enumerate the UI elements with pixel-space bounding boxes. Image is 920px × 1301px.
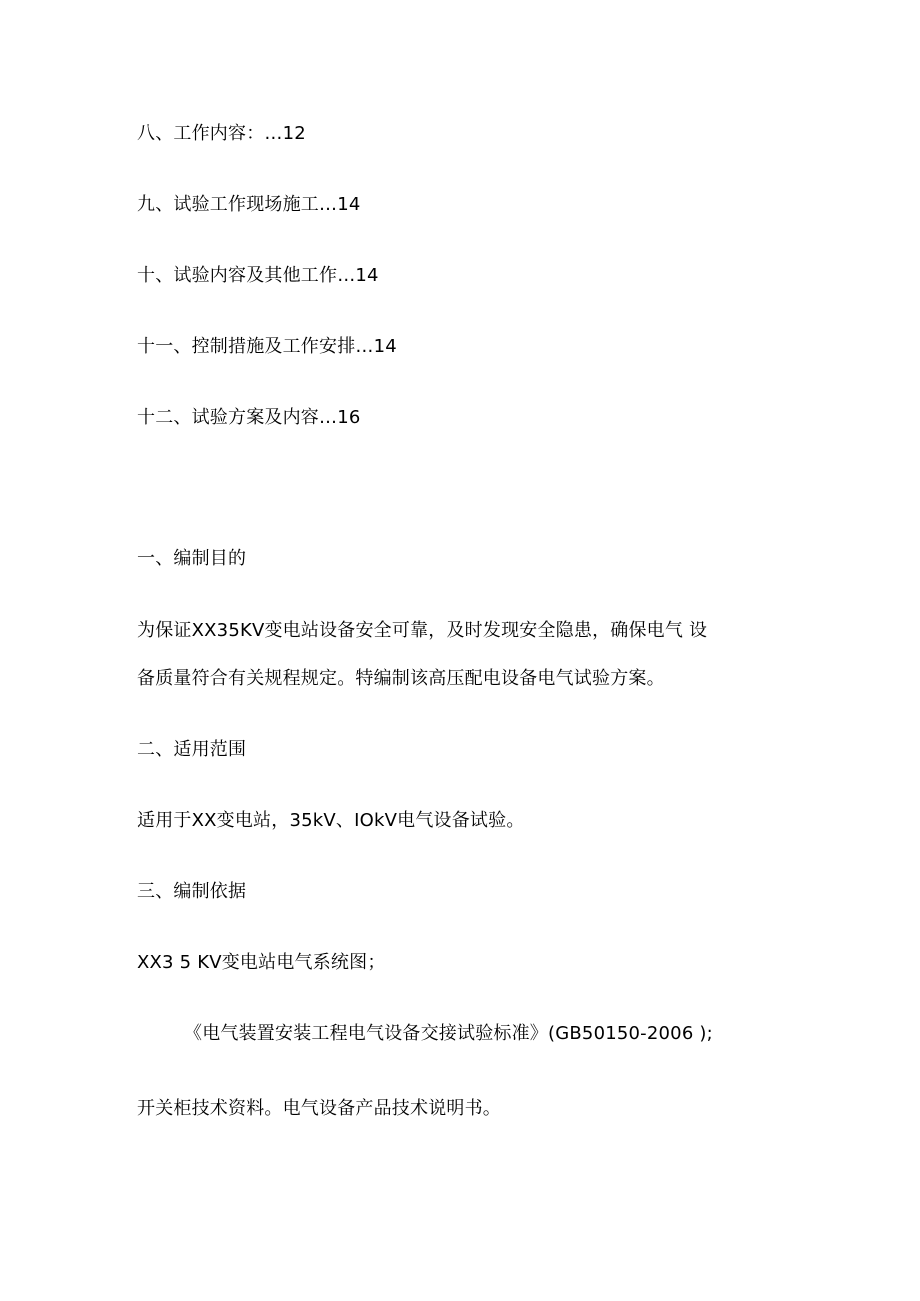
section-heading-purpose: 一、编制目的 bbox=[137, 548, 247, 569]
scope-paragraph: 适用于XX变电站，35kV、IOkV电气设备试验。 bbox=[137, 810, 525, 831]
basis-item-system-diagram: XX3 5 KV变电站电气系统图； bbox=[137, 952, 386, 973]
basis-item-manuals: 开关柜技术资料。电气设备产品技术说明书。 bbox=[137, 1098, 501, 1119]
toc-item-11: 十一、控制措施及工作安排…14 bbox=[137, 336, 397, 357]
section-heading-scope: 二、适用范围 bbox=[137, 739, 247, 760]
toc-item-12: 十二、试验方案及内容…16 bbox=[137, 407, 361, 428]
section-heading-basis: 三、编制依据 bbox=[137, 881, 247, 902]
basis-item-standard: 《电气装置安装工程电气设备交接试验标准》(GB50150-2006 ); bbox=[184, 1023, 713, 1044]
purpose-paragraph-line-1: 为保证XX35KV变电站设备安全可靠，及时发现安全隐患，确保电气 设 bbox=[137, 620, 708, 641]
toc-item-9: 九、试验工作现场施工…14 bbox=[137, 194, 361, 215]
purpose-paragraph-line-2: 备质量符合有关规程规定。特编制该高压配电设备电气试验方案。 bbox=[137, 668, 665, 689]
toc-item-8: 八、工作内容：…12 bbox=[137, 123, 306, 144]
toc-item-10: 十、试验内容及其他工作…14 bbox=[137, 265, 379, 286]
